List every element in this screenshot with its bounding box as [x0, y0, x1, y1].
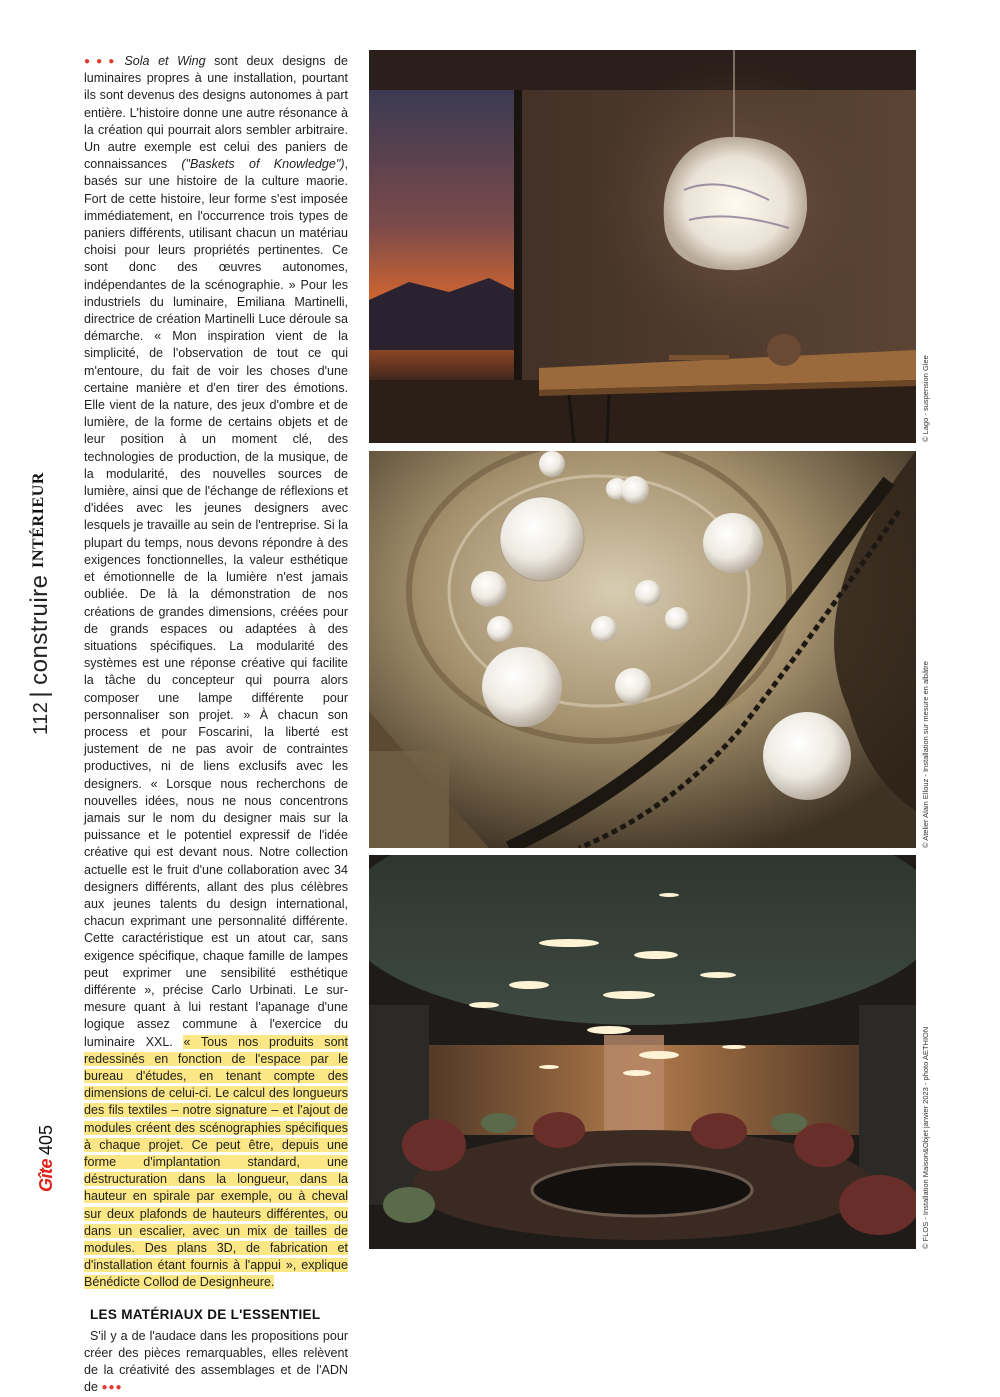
- issue-number: 405: [36, 1124, 56, 1155]
- article-column: [84, 53, 348, 1397]
- paragraph-2-text: S'il y a de l'audace dans les propositions pour créer des pièces remarquables, elles relèvent de la créativité des assemblages et de l'ADN de: [84, 1328, 348, 1395]
- highlighted-quote: « Tous nos produits sont redessinés en fonction de l'espace par le bureau d'études, en tenant compte des dimensions de celui-ci. Le calcul des longueurs des fils textiles – notre signature – et l'ajout de modules créent des scénographies spécifiques à chaque projet. Ce peut être, depuis une forme d'implantation standard, une déstructuration dans la longueur, dans la hauteur en spirale par exemple, ou à cheval sur deux plafonds de hauteurs différentes, ou dans un escalier, avec un mix de tailles de modules. Des plans 3D, de fabrication et d'installation étant fournis à l'appui », explique Bénédicte Collod de Designheure.: [84, 1034, 349, 1290]
- dining-room-illustration: [369, 50, 916, 443]
- photo-lounge: [369, 855, 916, 1249]
- continue-dots-icon: ●●●: [101, 1382, 123, 1394]
- paragraph-text-continued: , basés sur une histoire de la culture maorie. Fort de cette histoire, leur forme s'est imposée immédiatement, en l'occurrence trois types de paniers différents, utilisant chacun un matériau choisi pour leurs propriétés pertinentes. Ce sont donc des œuvres autonomes, indépendantes de la scénographie. » Pour les industriels du luminaire, Emiliana Martinelli, directrice de création Martinelli Luce déroule sa démarche. « Mon inspiration vient de la simplicité, de l'observation de tout ce qui m'entoure, du fait de voir les choses d'une certaine manière et d'en tirer des émotions. Elle vient de la nature, des jeux d'ombre et de lumière, de la forme de certains objets et de leur position à un moment clé, des technologies de production, de la musique, de la modularité, des nouvelles sources de lumière, ainsi que de l'échange de réflexions et d'idées avec les jeunes designers avec lesquels je travaille au sein de l'entreprise. Si la plupart du temps, nous devons répondre à des exigences fonctionnelles, la valeur esthétique et émotionnelle de la lumière n'est jamais oubliée. De là la démonstration de nos créations de grandes dimensions, créées pour de grands espaces ou adaptées à des situations spécifiques. La modularité des systèmes est une réponse créative qui facilite la tâche du concepteur qui pourra alors composer une lampe différente pour personnaliser son projet. » À chacun son process et pour Foscarini, la liberté est justement de ne pas avoir de contraintes productives, ni de liens exclusifs avec les designers. « Lorsque nous recherchons de nouvelles idées, nous ne nous concentrons jamais sur le nom du designer mais sur la puissance et le potentiel expressif de l'idée créative qui est devant nous. Notre collection actuelle est le fruit d'une collaboration avec 34 designers différents, allant des plus célèbres aux jeunes talents du design international, chacun exprimant une personnalité différente. Cette caractéristique est un atout car, sans exigence spécifique, chaque famille de lampes peut exprimer une sensibilité esthétique différente », précise Carlo Urbinati. Le sur-mesure quant à lui restant l'apanage d'une logique assez commune à l'exercice du luminaire XXL.: [84, 157, 348, 1049]
- photo-credit-2: © Atelier Alain Ellouz - Installation sur mesure en albâtre: [921, 661, 930, 848]
- paragraph-quote: ("Baskets of Knowledge"): [181, 157, 345, 172]
- photo-credit-3: © FLOS - Installation Maison&Objet janvier 2023 - photo AETHION: [921, 1026, 930, 1249]
- brand-label: [36, 1125, 57, 1192]
- article-paragraph: [84, 53, 348, 1292]
- lounge-illustration: [369, 855, 916, 1249]
- paragraph-text: sont deux designs de luminaires propres à une installation, pourtant ils sont devenus des designs autonomes à part entière. L'histoire donne une autre résonance à la création qui pourrait alors sembler arbitraire. Un autre exemple est celui des paniers de connaissances: [84, 54, 349, 172]
- article-paragraph-2: [84, 1328, 348, 1397]
- section-heading: LES MATÉRIAUX DE L'ESSENTIEL: [90, 1306, 321, 1322]
- page-number: 112: [30, 701, 52, 735]
- photo-stairwell: [369, 451, 916, 848]
- product-names: Sola et Wing: [124, 54, 206, 68]
- brand-logo: Gîte: [36, 1158, 56, 1192]
- photo-dining-room: [369, 50, 916, 443]
- subsection-name: INTÉRIEUR: [30, 471, 47, 568]
- continuation-dots-icon: ●●●: [84, 56, 121, 67]
- section-name: construire: [26, 574, 53, 685]
- stairwell-illustration: [369, 451, 916, 848]
- photo-credit-1: © Lago - suspension Glee: [921, 355, 930, 442]
- section-label: 112|construire: [26, 574, 53, 735]
- side-margin: [0, 0, 70, 1292]
